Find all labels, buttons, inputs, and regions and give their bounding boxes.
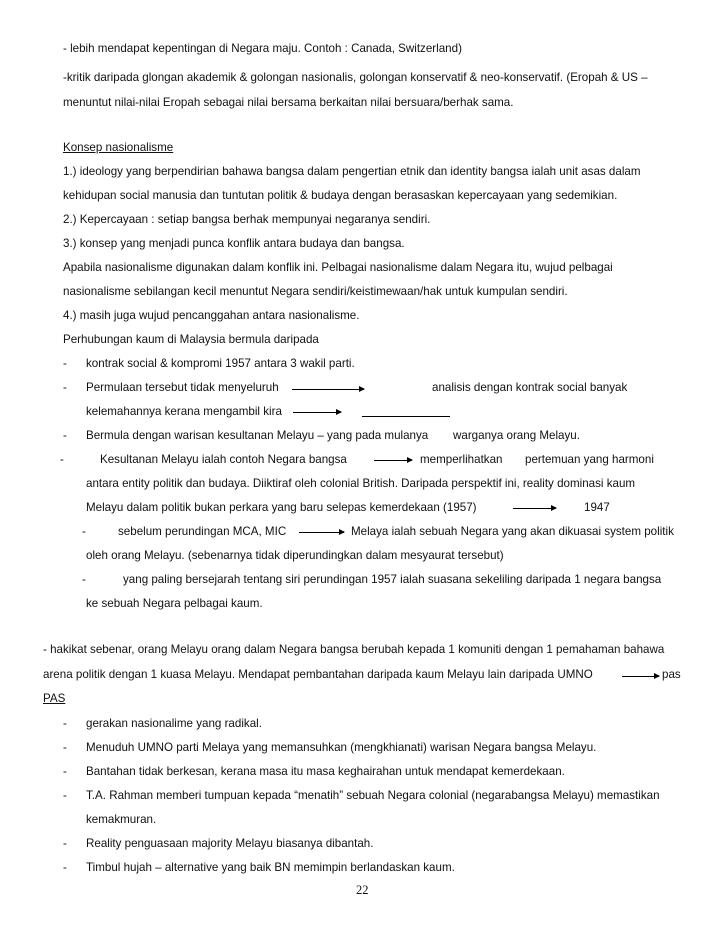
bullet-dash: - [63,861,67,874]
bullet-dash: - [63,741,67,754]
text-line: menuntut nilai-nilai Eropah sebagai nilai bersama berkaitan nilai bersuara/berhak sama. [63,96,514,109]
right-arrow-icon [299,532,344,533]
text-line: - lebih mendapat kepentingan di Negara maju. Contoh : Canada, Switzerland) [63,42,462,55]
bullet-text: oleh orang Melayu. (sebenarnya tidak diperundingkan dalam mesyaurat tersebut) [86,549,504,562]
text-line: 1.) ideology yang berpendirian bahawa bangsa dalam pengertian etnik dan identity bangsa ialah unit asas dalam [63,165,641,178]
bullet-text: Menuduh UMNO parti Melaya yang memansuhkan (mengkhianati) warisan Negara bangsa Melayu. [86,741,597,754]
bullet-dash: - [63,357,67,370]
bullet-text: memperlihatkan [420,453,503,466]
bullet-dash: - [63,429,67,442]
right-arrow-icon [293,412,341,413]
bullet-text: warganya orang Melayu. [453,429,580,442]
blank-line [362,416,450,417]
bullet-text: Timbul hujah – alternative yang baik BN memimpin berlandaskan kaum. [86,861,455,874]
text-line: nasionalisme sebilangan kecil menuntut Negara sendiri/keistimewaan/hak untuk kumpulan sendiri. [63,285,568,298]
bullet-dash: - [63,381,67,394]
text-line: Apabila nasionalisme digunakan dalam konflik ini. Pelbagai nasionalisme dalam Negara itu, wujud pelbagai [63,261,613,274]
text-line: 3.) konsep yang menjadi punca konflik antara budaya dan bangsa. [63,237,405,250]
bullet-text: yang paling bersejarah tentang siri perundingan 1957 ialah suasana sekeliling daripada 1 negara bangsa [123,573,662,586]
bullet-dash: - [60,453,64,466]
right-arrow-icon [622,676,659,677]
bullet-dash: - [63,837,67,850]
bullet-text: kontrak social & kompromi 1957 antara 3 wakil parti. [86,357,355,370]
right-arrow-icon [374,460,412,461]
bullet-dash: - [63,717,67,730]
bullet-dash: - [82,573,86,586]
right-arrow-icon [292,389,364,390]
bullet-text: Melaya ialah sebuah Negara yang akan dikuasai system politik [351,525,674,538]
text-line: pas [662,668,681,681]
text-line: -kritik daripada glongan akademik & golongan nasionalis, golongan konservatif & neo-konservatif. (Eropah & US – [63,71,648,84]
page-number: 22 [356,883,369,897]
bullet-text: ke sebuah Negara pelbagai kaum. [86,597,263,610]
text-line: kehidupan social manusia dan tuntutan politik & budaya dengan berasaskan kepercayaan yang sedemikian. [63,189,618,202]
bullet-text: Kesultanan Melayu ialah contoh Negara bangsa [100,453,347,466]
text-line: - hakikat sebenar, orang Melayu orang dalam Negara bangsa berubah kepada 1 komuniti dengan 1 pemahaman bahawa [43,643,665,656]
text-line: 4.) masih juga wujud pencanggahan antara nasionalisme. [63,309,360,322]
text-line: Perhubungan kaum di Malaysia bermula daripada [63,333,319,346]
text-line: arena politik dengan 1 kuasa Melayu. Mendapat pembantahan daripada kaum Melayu lain daripada UMNO [43,668,593,681]
bullet-text: kelemahannya kerana mengambil kira [86,405,282,418]
section-heading: PAS [43,692,66,705]
bullet-text: Reality penguasaan majority Melayu biasanya dibantah. [86,837,374,850]
bullet-dash: - [63,789,67,802]
bullet-text: pertemuan yang harmoni [525,453,654,466]
section-heading: Konsep nasionalisme [63,141,174,154]
bullet-text: kemakmuran. [86,813,157,826]
bullet-dash: - [82,525,86,538]
right-arrow-icon [513,508,556,509]
bullet-text: Bermula dengan warisan kesultanan Melayu – yang pada mulanya [86,429,429,442]
bullet-text: T.A. Rahman memberi tumpuan kepada “menatih” sebuah Negara colonial (negarabangsa Melayu) memastikan [86,789,660,802]
bullet-text: Permulaan tersebut tidak menyeluruh [86,381,279,394]
text-line: 2.) Kepercayaan : setiap bangsa berhak mempunyai negaranya sendiri. [63,213,431,226]
bullet-text: gerakan nasionalime yang radikal. [86,717,262,730]
bullet-text: analisis dengan kontrak social banyak [432,381,628,394]
bullet-text: antara entity politik dan budaya. Diiktiraf oleh colonial British. Daripada perspektif ini, reality dominasi kaum [86,477,636,490]
bullet-text: Melayu dalam politik bukan perkara yang baru selepas kemerdekaan (1957) [86,501,477,514]
bullet-text: Bantahan tidak berkesan, kerana masa itu masa keghairahan untuk mendapat kemerdekaan. [86,765,565,778]
bullet-text: sebelum perundingan MCA, MIC [118,525,287,538]
bullet-text: 1947 [584,501,610,514]
bullet-dash: - [63,765,67,778]
